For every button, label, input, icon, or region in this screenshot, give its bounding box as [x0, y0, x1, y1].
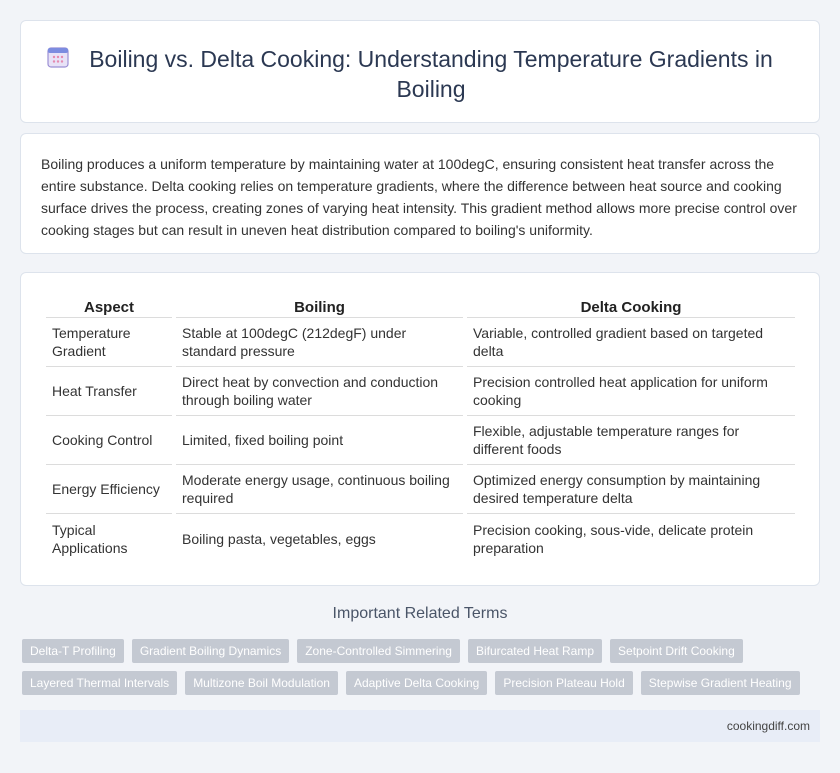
cell-aspect: Energy Efficiency [46, 465, 172, 514]
table-row [46, 318, 795, 367]
cell-aspect: Temperature Gradient [46, 318, 172, 367]
cell-boiling: Moderate energy usage, continuous boiling required [176, 465, 463, 514]
tag-setpoint-drift-cooking[interactable]: Setpoint Drift Cooking [610, 639, 743, 663]
cell-boiling: Limited, fixed boiling point [176, 416, 463, 465]
cell-aspect: Cooking Control [46, 416, 172, 465]
footer-site-link[interactable]: cookingdiff.com [726, 719, 810, 733]
comparison-table [42, 296, 799, 563]
tag-precision-plateau-hold[interactable]: Precision Plateau Hold [495, 671, 632, 695]
header-aspect: Aspect [46, 296, 172, 318]
tag-stepwise-gradient-heating[interactable]: Stepwise Gradient Heating [641, 671, 800, 695]
table-row [46, 465, 795, 514]
tag-bifurcated-heat-ramp[interactable]: Bifurcated Heat Ramp [468, 639, 602, 663]
tag-gradient-boiling-dynamics[interactable]: Gradient Boiling Dynamics [132, 639, 289, 663]
cell-delta: Precision controlled heat application for uniform cooking [467, 367, 795, 416]
tag-multizone-boil-modulation[interactable]: Multizone Boil Modulation [185, 671, 338, 695]
tag-delta-t-profiling[interactable]: Delta-T Profiling [22, 639, 124, 663]
cell-aspect: Typical Applications [52, 521, 128, 556]
cell-delta: Flexible, adjustable temperature ranges for different foods [467, 416, 795, 465]
intro-card [20, 133, 820, 254]
related-terms-tags [22, 639, 822, 703]
cell-boiling: Direct heat by convection and conduction through boiling water [176, 367, 463, 416]
tag-zone-controlled-simmering[interactable]: Zone-Controlled Simmering [297, 639, 460, 663]
tag-layered-thermal-intervals[interactable]: Layered Thermal Intervals [22, 671, 177, 695]
header-boiling: Boiling [176, 296, 463, 318]
cell-delta: Precision cooking, sous-vide, delicate protein preparation [473, 521, 754, 556]
cell-delta: Optimized energy consumption by maintaining desired temperature delta [467, 465, 795, 514]
cell-boiling: Boiling pasta, vegetables, eggs [182, 530, 376, 547]
table-header-row [46, 296, 795, 318]
table-row [46, 514, 795, 563]
page-title: Boiling vs. Delta Cooking: Understanding Temperature Gradients in Boiling [89, 46, 773, 102]
table-row [46, 416, 795, 465]
intro-paragraph: Boiling produces a uniform temperature by maintaining water at 100degC, ensuring consistent heat transfer across the entire substance. Delta cooking relies on temperature gradients, where the difference between heat source and cooking surface drives the process, creating zones of varying heat intensity. This gradient method allows more precise control over cooking stages but can result in uneven heat distribution compared to boiling's uniformity. [41, 156, 797, 238]
cell-boiling: Stable at 100degC (212degF) under standard pressure [176, 318, 463, 367]
comparison-table-card [20, 272, 820, 586]
footer [20, 710, 820, 742]
cell-aspect: Heat Transfer [46, 367, 172, 416]
cell-delta: Variable, controlled gradient based on targeted delta [467, 318, 795, 367]
header-delta-cooking: Delta Cooking [467, 296, 795, 318]
title-card [20, 20, 820, 123]
table-row [46, 367, 795, 416]
tag-adaptive-delta-cooking[interactable]: Adaptive Delta Cooking [346, 671, 487, 695]
related-terms-heading: Important Related Terms [332, 605, 508, 622]
